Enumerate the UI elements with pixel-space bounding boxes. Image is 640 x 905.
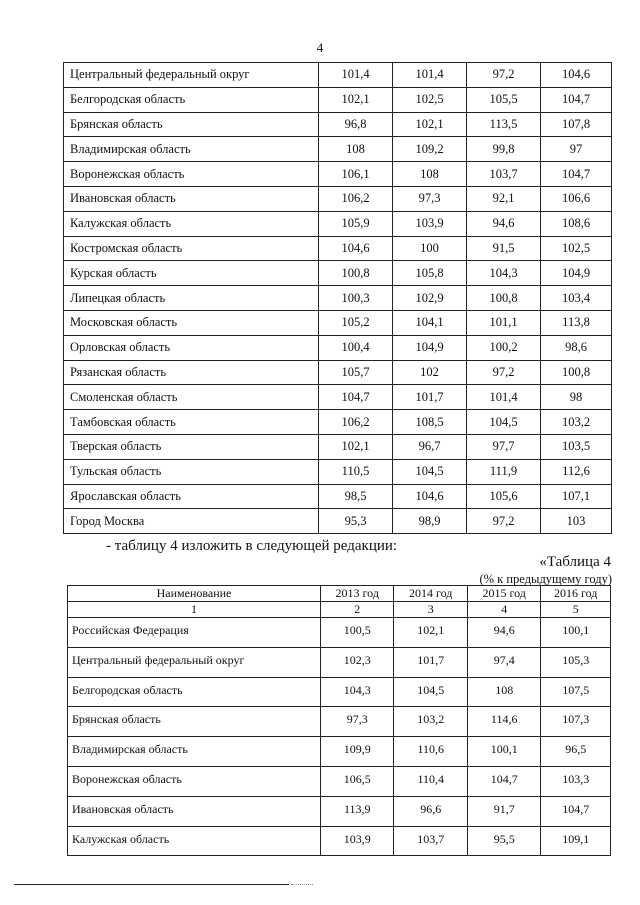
- value-cell: 101,4: [319, 63, 393, 88]
- column-index-cell: 1: [68, 602, 321, 618]
- region-name-cell: Воронежская область: [68, 766, 321, 796]
- table-4: [67, 585, 611, 856]
- value-cell: 106,2: [319, 186, 393, 211]
- region-name-cell: Тамбовская область: [64, 410, 319, 435]
- value-cell: 104,7: [541, 87, 612, 112]
- region-name-cell: Липецкая область: [64, 286, 319, 311]
- value-cell: 107,5: [541, 677, 611, 707]
- region-name-cell: Калужская область: [64, 211, 319, 236]
- value-cell: 97,2: [467, 360, 541, 385]
- value-cell: 104,6: [541, 63, 612, 88]
- value-cell: 105,8: [393, 261, 467, 286]
- region-name-cell: Московская область: [64, 310, 319, 335]
- region-name-cell: Калужская область: [68, 826, 321, 856]
- table-4-caption: «Таблица 4: [539, 554, 611, 570]
- table-row: [64, 112, 612, 137]
- value-cell: 113,8: [541, 310, 612, 335]
- value-cell: 98,9: [393, 509, 467, 534]
- value-cell: 112,6: [541, 459, 612, 484]
- table-row: [68, 766, 611, 796]
- value-cell: 104,9: [541, 261, 612, 286]
- value-cell: 104,7: [541, 162, 612, 187]
- region-name-cell: Белгородская область: [68, 677, 321, 707]
- value-cell: 103,2: [541, 410, 612, 435]
- value-cell: 113,5: [467, 112, 541, 137]
- value-cell: 103,7: [394, 826, 467, 856]
- value-cell: 102: [393, 360, 467, 385]
- table-row: [64, 261, 612, 286]
- region-name-cell: Владимирская область: [68, 737, 321, 767]
- value-cell: 100,8: [541, 360, 612, 385]
- header-cell: 2014 год: [394, 586, 467, 602]
- column-index-cell: 5: [541, 602, 611, 618]
- instruction-text: - таблицу 4 изложить в следующей редакции:: [106, 538, 398, 554]
- value-cell: 100,5: [321, 618, 394, 648]
- table-row: [64, 137, 612, 162]
- region-name-cell: Рязанская область: [64, 360, 319, 385]
- region-name-cell: Ярославская область: [64, 484, 319, 509]
- value-cell: 97,3: [321, 707, 394, 737]
- column-index-cell: 2: [321, 602, 394, 618]
- header-cell: 2015 год: [467, 586, 540, 602]
- value-cell: 102,1: [319, 87, 393, 112]
- table-row: [68, 737, 611, 767]
- table-4-unit-note: (% к предыдущему году): [479, 572, 612, 586]
- value-cell: 102,5: [541, 236, 612, 261]
- value-cell: 98,6: [541, 335, 612, 360]
- table-row: [64, 162, 612, 187]
- table-row: [64, 211, 612, 236]
- value-cell: 94,6: [467, 211, 541, 236]
- value-cell: 104,9: [393, 335, 467, 360]
- table-row: [64, 236, 612, 261]
- value-cell: 108: [393, 162, 467, 187]
- header-cell: Наименование: [68, 586, 321, 602]
- value-cell: 96,6: [394, 796, 467, 826]
- value-cell: 97,7: [467, 434, 541, 459]
- value-cell: 102,1: [393, 112, 467, 137]
- value-cell: 104,6: [319, 236, 393, 261]
- value-cell: 100,8: [467, 286, 541, 311]
- value-cell: 103,2: [394, 707, 467, 737]
- table-row: [68, 796, 611, 826]
- region-name-cell: Город Москва: [64, 509, 319, 534]
- value-cell: 104,3: [321, 677, 394, 707]
- table-row: [64, 335, 612, 360]
- region-name-cell: Брянская область: [68, 707, 321, 737]
- value-cell: 103: [541, 509, 612, 534]
- value-cell: 97: [541, 137, 612, 162]
- value-cell: 104,5: [467, 410, 541, 435]
- value-cell: 102,9: [393, 286, 467, 311]
- value-cell: 103,9: [393, 211, 467, 236]
- value-cell: 100,8: [319, 261, 393, 286]
- value-cell: 106,2: [319, 410, 393, 435]
- value-cell: 105,3: [541, 647, 611, 677]
- table-row: [64, 484, 612, 509]
- table-row: [64, 286, 612, 311]
- value-cell: 100,4: [319, 335, 393, 360]
- header-cell: 2013 год: [321, 586, 394, 602]
- value-cell: 101,7: [393, 385, 467, 410]
- value-cell: 103,4: [541, 286, 612, 311]
- value-cell: 109,2: [393, 137, 467, 162]
- value-cell: 102,5: [393, 87, 467, 112]
- region-name-cell: Смоленская область: [64, 385, 319, 410]
- column-index-cell: 4: [467, 602, 540, 618]
- value-cell: 102,3: [321, 647, 394, 677]
- table-row: [64, 186, 612, 211]
- region-name-cell: Центральный федеральный округ: [64, 63, 319, 88]
- region-name-cell: Центральный федеральный округ: [68, 647, 321, 677]
- table-row: [64, 63, 612, 88]
- value-cell: 101,4: [467, 385, 541, 410]
- value-cell: 101,7: [394, 647, 467, 677]
- value-cell: 104,5: [394, 677, 467, 707]
- page-number: 4: [316, 40, 324, 55]
- table-3: [63, 62, 612, 534]
- value-cell: 103,5: [541, 434, 612, 459]
- value-cell: 110,6: [394, 737, 467, 767]
- value-cell: 105,9: [319, 211, 393, 236]
- value-cell: 97,3: [393, 186, 467, 211]
- value-cell: 94,6: [467, 618, 540, 648]
- value-cell: 95,5: [467, 826, 540, 856]
- value-cell: 104,5: [393, 459, 467, 484]
- value-cell: 97,2: [467, 509, 541, 534]
- region-name-cell: Брянская область: [64, 112, 319, 137]
- value-cell: 106,1: [319, 162, 393, 187]
- value-cell: 111,9: [467, 459, 541, 484]
- region-name-cell: Тульская область: [64, 459, 319, 484]
- value-cell: 96,8: [319, 112, 393, 137]
- value-cell: 110,4: [394, 766, 467, 796]
- header-cell: 2016 год: [541, 586, 611, 602]
- value-cell: 110,5: [319, 459, 393, 484]
- region-name-cell: Костромская область: [64, 236, 319, 261]
- column-index-row: [68, 602, 611, 618]
- table-row: [68, 707, 611, 737]
- value-cell: 104,1: [393, 310, 467, 335]
- region-name-cell: Российская Федерация: [68, 618, 321, 648]
- table-header-row: [68, 586, 611, 602]
- value-cell: 113,9: [321, 796, 394, 826]
- value-cell: 103,3: [541, 766, 611, 796]
- value-cell: 108: [319, 137, 393, 162]
- value-cell: 100,2: [467, 335, 541, 360]
- value-cell: 99,8: [467, 137, 541, 162]
- value-cell: 98,5: [319, 484, 393, 509]
- value-cell: 95,3: [319, 509, 393, 534]
- value-cell: 105,7: [319, 360, 393, 385]
- column-index-cell: 3: [394, 602, 467, 618]
- value-cell: 104,6: [393, 484, 467, 509]
- table-row: [64, 385, 612, 410]
- value-cell: 103,7: [467, 162, 541, 187]
- value-cell: 104,3: [467, 261, 541, 286]
- value-cell: 92,1: [467, 186, 541, 211]
- value-cell: 103,9: [321, 826, 394, 856]
- value-cell: 104,7: [467, 766, 540, 796]
- value-cell: 109,9: [321, 737, 394, 767]
- value-cell: 105,2: [319, 310, 393, 335]
- value-cell: 108,5: [393, 410, 467, 435]
- value-cell: 108: [467, 677, 540, 707]
- table-row: [64, 410, 612, 435]
- value-cell: 107,8: [541, 112, 612, 137]
- value-cell: 104,7: [319, 385, 393, 410]
- value-cell: 91,5: [467, 236, 541, 261]
- value-cell: 104,7: [541, 796, 611, 826]
- value-cell: 100,1: [467, 737, 540, 767]
- value-cell: 101,4: [393, 63, 467, 88]
- value-cell: 107,3: [541, 707, 611, 737]
- table-row: [64, 459, 612, 484]
- value-cell: 108,6: [541, 211, 612, 236]
- value-cell: 105,5: [467, 87, 541, 112]
- value-cell: 102,1: [394, 618, 467, 648]
- value-cell: 97,4: [467, 647, 540, 677]
- value-cell: 105,6: [467, 484, 541, 509]
- footnote-rule: [14, 884, 289, 885]
- table-row: [64, 509, 612, 534]
- region-name-cell: Тверская область: [64, 434, 319, 459]
- value-cell: 101,1: [467, 310, 541, 335]
- region-name-cell: Ивановская область: [64, 186, 319, 211]
- region-name-cell: Белгородская область: [64, 87, 319, 112]
- region-name-cell: Владимирская область: [64, 137, 319, 162]
- value-cell: 107,1: [541, 484, 612, 509]
- value-cell: 96,7: [393, 434, 467, 459]
- value-cell: 100,3: [319, 286, 393, 311]
- value-cell: 114,6: [467, 707, 540, 737]
- value-cell: 106,6: [541, 186, 612, 211]
- table-row: [68, 826, 611, 856]
- value-cell: 97,2: [467, 63, 541, 88]
- value-cell: 109,1: [541, 826, 611, 856]
- table-row: [64, 310, 612, 335]
- table-row: [64, 87, 612, 112]
- region-name-cell: Курская область: [64, 261, 319, 286]
- value-cell: 102,1: [319, 434, 393, 459]
- value-cell: 100: [393, 236, 467, 261]
- value-cell: 100,1: [541, 618, 611, 648]
- region-name-cell: Воронежская область: [64, 162, 319, 187]
- table-row: [64, 360, 612, 385]
- value-cell: 98: [541, 385, 612, 410]
- table-row: [68, 677, 611, 707]
- region-name-cell: Орловская область: [64, 335, 319, 360]
- table-row: [68, 618, 611, 648]
- table-row: [68, 647, 611, 677]
- value-cell: 96,5: [541, 737, 611, 767]
- region-name-cell: Ивановская область: [68, 796, 321, 826]
- footnote-rule-dotted: [291, 884, 313, 885]
- value-cell: 106,5: [321, 766, 394, 796]
- table-row: [64, 434, 612, 459]
- value-cell: 91,7: [467, 796, 540, 826]
